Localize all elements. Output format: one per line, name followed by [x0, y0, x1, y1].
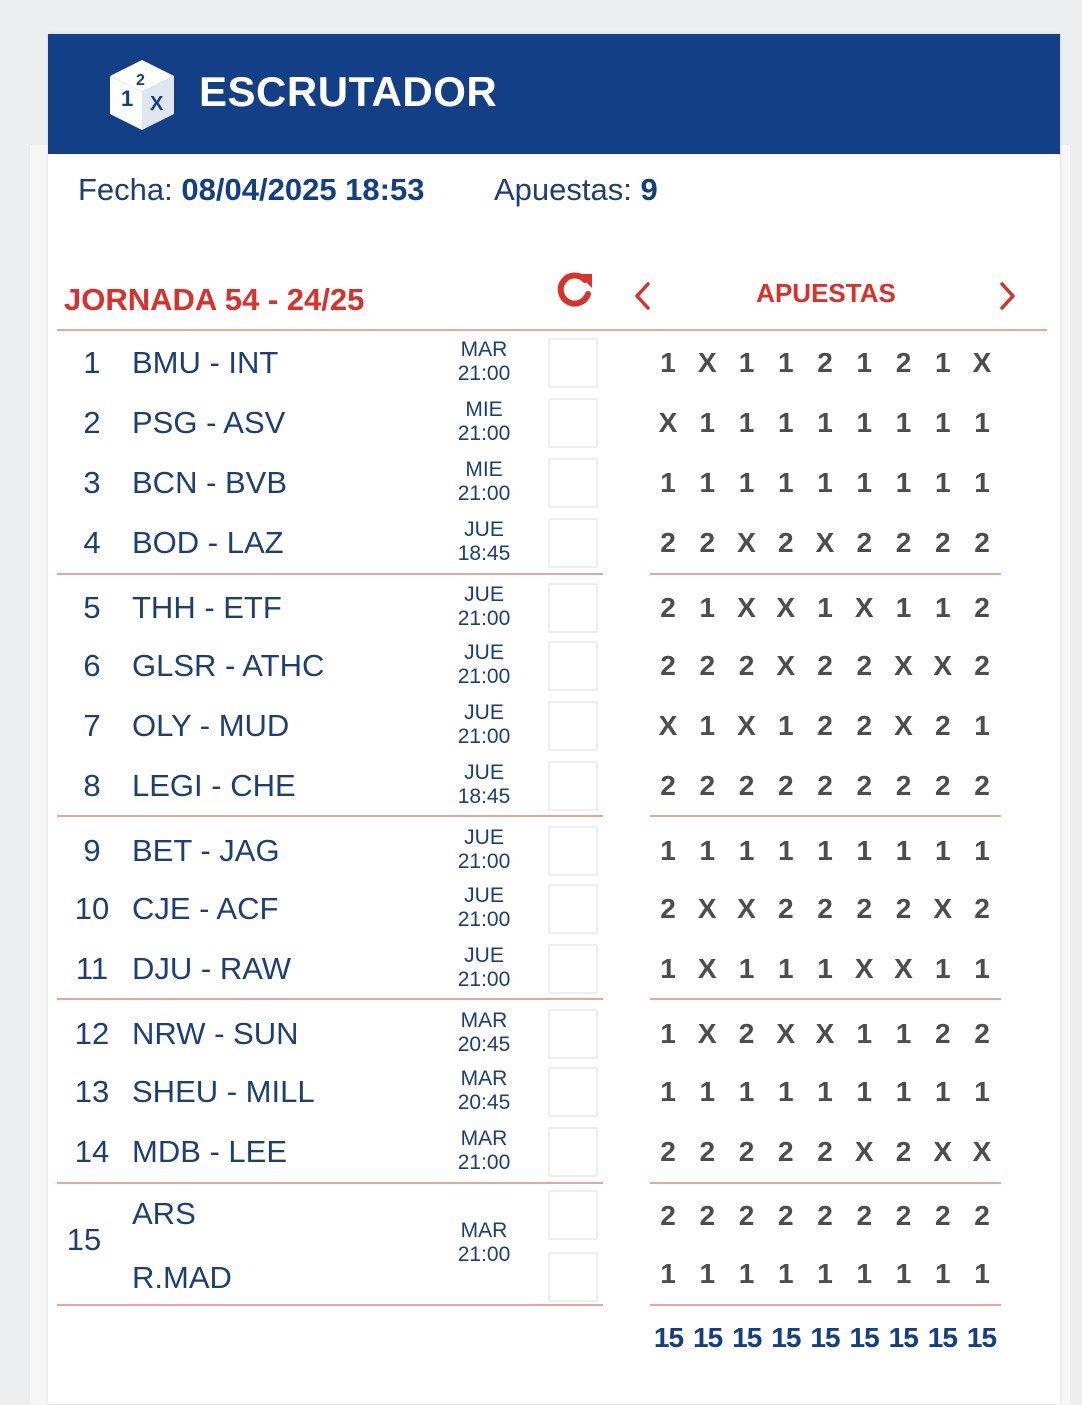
fecha-label: Fecha:: [78, 172, 173, 207]
bet-sign: 2: [856, 770, 873, 801]
bet-sign: 2: [974, 650, 990, 681]
bet-sign: X: [815, 527, 835, 558]
match-date: [446, 1127, 522, 1175]
bet-sign: 2: [817, 650, 833, 681]
bet-sign: 1: [856, 1076, 873, 1107]
bet-sign: X: [737, 527, 756, 558]
bet-row: [649, 893, 1001, 925]
bet-row: [649, 592, 1001, 624]
bet-sign: 2: [895, 1136, 912, 1167]
match-teams: LEGI - CHE: [132, 768, 296, 803]
apuestas-info: [494, 172, 658, 208]
bet-sign: 2: [699, 1200, 716, 1231]
bet-row: [649, 650, 1001, 682]
match-day: MAR: [460, 1009, 508, 1032]
result-checkbox[interactable]: [548, 944, 598, 994]
bet-sign: 2: [738, 650, 755, 681]
bet-sign: 1: [895, 467, 912, 498]
bet-sign: 2: [699, 770, 716, 801]
bet-total: 15: [693, 1322, 723, 1353]
bet-sign: 1: [699, 710, 716, 741]
bet-sign: X: [854, 1136, 874, 1167]
match-number: 4: [83, 525, 101, 560]
bet-sign: 2: [738, 1018, 755, 1049]
bet-sign: 1: [895, 592, 912, 623]
match-time: 20:45: [457, 1033, 511, 1056]
bet-sign: X: [815, 1018, 835, 1049]
bet-sign: 1: [895, 835, 912, 866]
bet-sign: 2: [934, 1200, 951, 1231]
bet-sign: 1: [738, 467, 755, 498]
bet-sign: 2: [660, 893, 676, 924]
bet-sign: 2: [817, 1200, 833, 1231]
match-teams: BCN - BVB: [132, 465, 288, 500]
match-time: 21:00: [457, 482, 511, 505]
result-checkbox[interactable]: [548, 701, 598, 751]
bet-sign: 2: [856, 893, 873, 924]
match-day: JUE: [464, 583, 504, 606]
pleno-number: 15: [66, 1222, 102, 1257]
match-date: [446, 338, 522, 386]
bet-sign: 1: [817, 1258, 833, 1289]
bet-sign: 1: [934, 592, 951, 623]
match-date: [446, 1009, 522, 1057]
bet-sign: 2: [895, 770, 912, 801]
result-checkbox[interactable]: [548, 826, 598, 876]
bet-sign: X: [894, 650, 913, 681]
match-number: 11: [75, 951, 109, 986]
match-day: MAR: [460, 338, 508, 361]
bet-sign: 1: [699, 1258, 716, 1289]
match-date: [446, 458, 522, 506]
match-date: [446, 518, 522, 566]
group-divider: [57, 1304, 603, 1306]
bet-sign: 1: [660, 347, 676, 378]
bet-row: [649, 347, 1001, 379]
bet-sign: X: [776, 592, 796, 623]
match-number: 1: [83, 345, 101, 380]
match-day: JUE: [464, 826, 504, 849]
match-teams: THH - ETF: [132, 590, 282, 625]
bet-row: [649, 770, 1001, 802]
bet-sign: X: [776, 1018, 796, 1049]
match-date: [446, 641, 522, 689]
match-date: [446, 944, 522, 992]
bet-sign: 1: [699, 592, 716, 623]
pleno-bet-row: [649, 1200, 1001, 1232]
bet-row: [649, 953, 1001, 985]
bet-sign: 2: [777, 1200, 794, 1231]
bet-sign: 1: [934, 407, 951, 438]
bet-total: 15: [966, 1322, 997, 1353]
match-date: [446, 701, 522, 749]
result-checkbox[interactable]: [548, 761, 598, 811]
match-number: 7: [83, 708, 101, 743]
pleno-bet-row: [649, 1258, 1001, 1290]
match-time: 21:00: [457, 422, 511, 445]
bet-row: [649, 835, 1001, 867]
bet-sign: 2: [934, 527, 951, 558]
bet-sign: 1: [856, 1018, 873, 1049]
bet-sign: 2: [934, 770, 951, 801]
match-number: 10: [74, 891, 110, 926]
bet-sign: 1: [738, 835, 755, 866]
bet-sign: 1: [974, 467, 990, 498]
apuestas-count-value: 9: [640, 172, 658, 207]
bet-sign: X: [972, 1136, 992, 1167]
refresh-icon[interactable]: [554, 270, 594, 310]
bet-sign: X: [658, 710, 678, 741]
bet-total: 15: [849, 1322, 879, 1353]
bet-total: 15: [888, 1322, 918, 1353]
bet-sign: 1: [895, 1258, 912, 1289]
jornada-title: JORNADA 54 - 24/25: [64, 282, 365, 317]
bet-sign: 1: [817, 953, 833, 984]
svg-text:2: 2: [136, 72, 145, 89]
bet-sign: 1: [660, 953, 676, 984]
bet-sign: X: [776, 650, 796, 681]
bet-sign: X: [658, 407, 678, 438]
bet-sign: 1: [817, 592, 833, 623]
match-date: [446, 884, 522, 932]
apuestas-count-label: Apuestas:: [494, 172, 632, 207]
bet-sign: 2: [974, 1200, 990, 1231]
match-time: 21:00: [457, 1243, 511, 1266]
bet-sign: 1: [777, 1258, 794, 1289]
match-day: MIE: [465, 458, 503, 481]
match-date: [446, 1067, 522, 1115]
match-day: MAR: [460, 1067, 508, 1090]
match-teams: BOD - LAZ: [132, 525, 284, 560]
result-checkbox[interactable]: [548, 458, 598, 508]
bet-sign: X: [933, 893, 953, 924]
pleno-home-checkbox[interactable]: [548, 1190, 598, 1240]
bet-sign: 2: [699, 1136, 716, 1167]
bet-sign: 1: [895, 1018, 912, 1049]
match-time: 18:45: [457, 542, 511, 565]
match-time: 21:00: [457, 607, 511, 630]
match-teams: OLY - MUD: [132, 708, 290, 743]
bet-sign: 1: [817, 467, 833, 498]
match-number: 5: [83, 590, 101, 625]
bet-sign: 2: [777, 527, 794, 558]
bet-sign: 1: [738, 347, 755, 378]
bet-sign: 1: [817, 407, 833, 438]
bet-sign: 1: [777, 347, 794, 378]
match-day: JUE: [464, 884, 504, 907]
bet-sign: 2: [777, 770, 794, 801]
match-number: 13: [74, 1074, 110, 1109]
bet-sign: 1: [856, 1258, 873, 1289]
bet-sign: 2: [660, 1200, 676, 1231]
group-divider: [57, 815, 603, 817]
bet-sign: 1: [974, 407, 990, 438]
bet-sign: 2: [699, 527, 716, 558]
fecha-info: [78, 172, 424, 208]
bet-sign: 2: [856, 1200, 873, 1231]
match-time: 21:00: [457, 968, 511, 991]
bet-sign: X: [737, 710, 756, 741]
match-teams: DJU - RAW: [132, 951, 291, 986]
bet-sign: X: [697, 1018, 717, 1049]
bet-total: 15: [732, 1322, 762, 1353]
bet-sign: 1: [660, 1258, 676, 1289]
bet-sign: 1: [738, 953, 755, 984]
bet-sign: 2: [660, 770, 676, 801]
bet-sign: X: [933, 650, 953, 681]
bet-sign: 2: [660, 527, 676, 558]
bet-sign: 1: [699, 1076, 716, 1107]
match-time: 21:00: [457, 850, 511, 873]
result-checkbox[interactable]: [548, 398, 598, 448]
match-teams: MDB - LEE: [132, 1134, 288, 1169]
match-number: 3: [83, 465, 101, 500]
group-divider: [650, 1304, 1001, 1306]
match-number: 8: [83, 768, 101, 803]
match-teams: PSG - ASV: [132, 405, 286, 440]
group-divider: [650, 1182, 1001, 1184]
group-divider: [650, 998, 1001, 1000]
bet-sign: X: [972, 347, 992, 378]
bet-sign: 2: [974, 592, 990, 623]
bet-sign: 2: [856, 710, 873, 741]
bet-sign: 2: [817, 893, 833, 924]
bet-sign: X: [933, 1136, 953, 1167]
bet-sign: 2: [895, 893, 912, 924]
bet-sign: X: [697, 893, 717, 924]
bet-sign: 1: [974, 1258, 990, 1289]
bet-sign: 2: [777, 893, 794, 924]
match-day: MAR: [460, 1219, 508, 1242]
bet-sign: 1: [777, 710, 794, 741]
bet-sign: 2: [974, 893, 990, 924]
totals-row: [649, 1322, 1001, 1354]
match-time: 21:00: [457, 362, 511, 385]
bet-total: 15: [927, 1322, 957, 1353]
match-day: JUE: [464, 701, 504, 724]
match-number: 6: [83, 648, 101, 683]
fecha-value: 08/04/2025 18:53: [181, 172, 425, 207]
app-header: [48, 34, 1060, 154]
bet-sign: X: [737, 592, 756, 623]
bet-sign: 1: [817, 1076, 833, 1107]
bet-sign: 1: [777, 953, 794, 984]
bet-sign: 2: [817, 710, 833, 741]
bet-sign: 1: [934, 347, 951, 378]
bet-row: [649, 407, 1001, 439]
bet-sign: 2: [934, 710, 951, 741]
match-number: 12: [74, 1016, 110, 1051]
match-date: [446, 583, 522, 631]
bet-total: 15: [653, 1322, 684, 1353]
bet-sign: X: [894, 953, 913, 984]
bet-sign: 2: [817, 770, 833, 801]
bet-sign: 2: [738, 1200, 755, 1231]
bet-sign: X: [894, 710, 913, 741]
bet-sign: 1: [660, 1018, 676, 1049]
bet-total: 15: [771, 1322, 801, 1353]
match-time: 21:00: [457, 665, 511, 688]
section-divider: [57, 329, 1047, 331]
svg-text:X: X: [150, 93, 164, 115]
chevron-left-icon[interactable]: [628, 278, 658, 314]
bet-sign: X: [737, 893, 756, 924]
bet-sign: 1: [699, 467, 716, 498]
bet-row: [649, 1076, 1001, 1108]
apuestas-title: APUESTAS: [756, 278, 896, 308]
bet-sign: 2: [660, 1136, 676, 1167]
match-time: 18:45: [457, 785, 511, 808]
result-checkbox[interactable]: [548, 884, 598, 934]
bet-sign: 1: [817, 835, 833, 866]
match-teams: BMU - INT: [132, 345, 279, 380]
match-date: [446, 398, 522, 446]
bet-sign: 1: [660, 1076, 676, 1107]
match-teams: SHEU - MILL: [132, 1074, 315, 1109]
result-checkbox[interactable]: [548, 1009, 598, 1059]
bet-row: [649, 467, 1001, 499]
bet-sign: X: [854, 953, 874, 984]
bet-sign: 1: [777, 835, 794, 866]
bet-sign: 2: [895, 527, 912, 558]
bet-sign: 2: [895, 1200, 912, 1231]
bet-row: [649, 1136, 1001, 1168]
bet-sign: 2: [856, 527, 873, 558]
bet-sign: 2: [856, 650, 873, 681]
bet-sign: 2: [699, 650, 716, 681]
match-day: MIE: [465, 398, 503, 421]
bet-sign: 2: [738, 1136, 755, 1167]
match-teams: BET - JAG: [132, 833, 280, 868]
bet-sign: 2: [777, 1136, 794, 1167]
result-checkbox[interactable]: [548, 518, 598, 568]
result-checkbox[interactable]: [548, 1067, 598, 1117]
bet-sign: X: [697, 953, 717, 984]
match-day: JUE: [464, 641, 504, 664]
bet-sign: 1: [895, 407, 912, 438]
match-teams: CJE - ACF: [132, 891, 279, 926]
app-title: ESCRUTADOR: [199, 68, 498, 115]
bet-sign: 1: [699, 407, 716, 438]
match-time: 21:00: [457, 1151, 511, 1174]
bet-sign: 1: [660, 835, 676, 866]
bet-sign: 2: [934, 1018, 951, 1049]
bet-sign: 1: [856, 347, 873, 378]
match-day: JUE: [464, 518, 504, 541]
group-divider: [57, 1182, 603, 1184]
svg-text:1: 1: [121, 86, 134, 111]
match-time: 21:00: [457, 725, 511, 748]
bet-sign: 2: [660, 650, 676, 681]
bet-total: 15: [810, 1322, 840, 1353]
pleno-away-checkbox[interactable]: [548, 1252, 598, 1302]
bet-sign: 1: [934, 835, 951, 866]
bet-sign: 2: [974, 770, 990, 801]
match-day: JUE: [464, 944, 504, 967]
bet-sign: 1: [974, 1076, 990, 1107]
pleno-date: [446, 1219, 522, 1267]
match-teams: GLSR - ATHC: [132, 648, 325, 683]
bet-sign: X: [854, 592, 874, 623]
pleno-home-team: ARS: [132, 1196, 196, 1231]
bet-sign: 1: [934, 467, 951, 498]
result-checkbox[interactable]: [548, 338, 598, 388]
match-number: 14: [74, 1134, 110, 1169]
match-number: 9: [83, 833, 101, 868]
group-divider: [650, 573, 1001, 575]
result-checkbox[interactable]: [548, 583, 598, 633]
chevron-right-icon[interactable]: [992, 278, 1022, 314]
bet-sign: 1: [856, 835, 873, 866]
bet-sign: 1: [738, 1258, 755, 1289]
bet-sign: 1: [974, 710, 990, 741]
1x2-cube-logo-icon: [108, 58, 176, 132]
pleno-away-team: R.MAD: [132, 1260, 232, 1295]
match-time: 21:00: [457, 908, 511, 931]
match-number: 2: [83, 405, 101, 440]
bet-sign: 2: [817, 1136, 833, 1167]
result-checkbox[interactable]: [548, 1127, 598, 1177]
bet-sign: 1: [738, 1076, 755, 1107]
match-date: [446, 761, 522, 809]
bet-row: [649, 710, 1001, 742]
group-divider: [57, 998, 603, 1000]
bet-sign: 1: [934, 1076, 951, 1107]
bet-sign: 2: [817, 347, 833, 378]
bet-sign: 1: [777, 467, 794, 498]
bet-sign: X: [697, 347, 717, 378]
bet-sign: 1: [974, 953, 990, 984]
bet-row: [649, 1018, 1001, 1050]
match-day: MAR: [460, 1127, 508, 1150]
bet-sign: 2: [974, 527, 990, 558]
result-checkbox[interactable]: [548, 641, 598, 691]
bet-sign: 1: [738, 407, 755, 438]
bet-sign: 1: [699, 835, 716, 866]
group-divider: [57, 573, 603, 575]
bet-row: [649, 527, 1001, 559]
bet-sign: 1: [777, 407, 794, 438]
bet-sign: 2: [895, 347, 912, 378]
bet-sign: 1: [856, 407, 873, 438]
escrutador-card: [48, 34, 1060, 1404]
match-teams: NRW - SUN: [132, 1016, 299, 1051]
match-day: JUE: [464, 761, 504, 784]
bet-sign: 1: [934, 953, 951, 984]
match-date: [446, 826, 522, 874]
bet-sign: 1: [660, 467, 676, 498]
bet-sign: 1: [934, 1258, 951, 1289]
bet-sign: 1: [777, 1076, 794, 1107]
match-time: 20:45: [457, 1091, 511, 1114]
bet-sign: 2: [974, 1018, 990, 1049]
bet-sign: 1: [856, 467, 873, 498]
bet-sign: 1: [895, 1076, 912, 1107]
group-divider: [650, 815, 1001, 817]
bet-sign: 2: [660, 592, 676, 623]
bet-sign: 1: [974, 835, 990, 866]
bet-sign: 2: [738, 770, 755, 801]
